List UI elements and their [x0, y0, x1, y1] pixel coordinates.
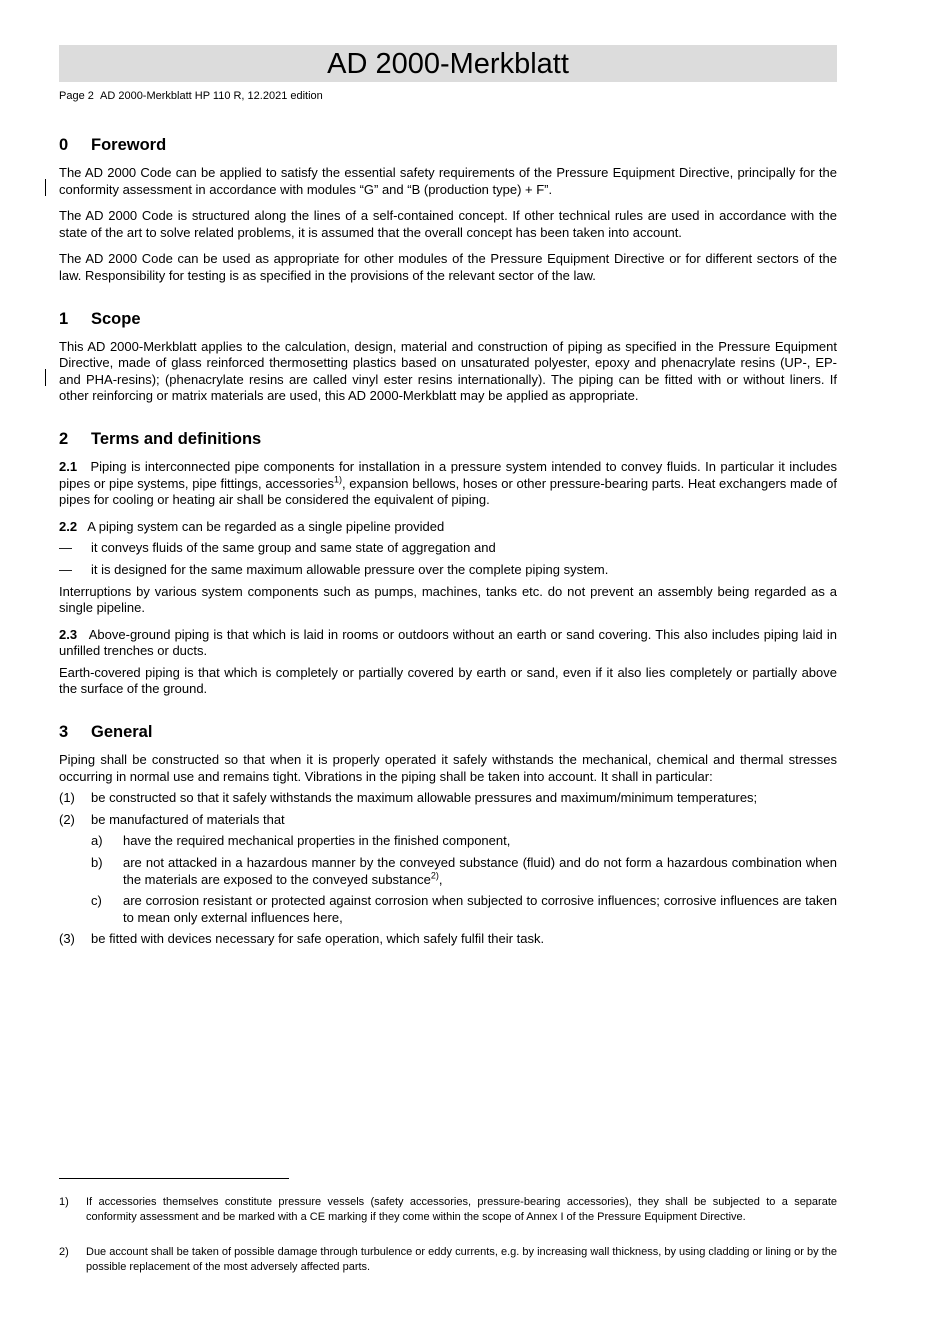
list-item: — it conveys fluids of the same group and same state of aggregation and	[59, 540, 496, 556]
scope-paragraph: This AD 2000-Merkblatt applies to the calculation, design, material and construction of piping as specified in the Pressure Equipment Directive, made of glass reinforced thermosetting plastics based on unsaturated polyester, epoxy and phenacrylate resins (UP-, EP- and PHA-resins); (phenacrylate resins are called vinyl ester resins internationally). The piping can be fitted with or without liners. If other reinforcing or matrix materials are used, this AD 2000-Merkblatt may be applied as appropriate.	[59, 338, 837, 404]
section-2-3: 2.3 Above-ground piping is that which is laid in rooms or outdoors without an earth or sand covering. This also includes piping laid in unfilled trenches or ducts.	[59, 626, 838, 659]
page-reference	[59, 90, 837, 102]
list-item: a) have the required mechanical properties in the finished component,	[91, 833, 511, 849]
section-2-2-note: Interruptions by various system components such as pumps, machines, tanks etc. do not prevent an assembly being regarded as a single pipeline.	[59, 583, 837, 616]
section-2-1: 2.1 Piping is interconnected pipe components for installation in a pressure system intended to convey fluids. In particular it includes pipes or pipe systems, pipe fittings, accessories$^{1)}$, expansion bellows, hoses or other pressure-bearing parts. Heat exchangers made of pipes for cooling or heating air shall be considered the equivalent of piping.	[59, 458, 837, 508]
footnote-2: 2) Due account shall be taken of possible damage through turbulence or eddy currents, e.g. by increasing wall thickness, by using cladding or lining or by the possible replacement of the most adversely affected parts.	[59, 1246, 837, 1273]
list-item: c) are corrosion resistant or protected against corrosion when subjected to corrosive influences; corrosive influences are taken to mean only external influences here,	[91, 893, 837, 925]
heading-terms: 2 Terms and definitions	[59, 429, 262, 448]
list-item: (1) be constructed so that it safely withstands the maximum allowable pressures and maximum/minimum temperatures;	[59, 790, 758, 806]
general-intro: Piping shall be constructed so that when it is properly operated it safely withstands the mechanical, chemical and thermal stresses occurring in normal use and remains tight. Vibrations in the piping shall be taken into account. It shall in particular:	[59, 752, 837, 784]
foreword-paragraph-3: The AD 2000 Code can be used as appropriate for other modules of the Pressure Equipment Directive or for different sectors of the law. Responsibility for testing is as specified in the provisions of the relevant sector of the law.	[59, 251, 837, 283]
footnote-divider	[59, 1178, 289, 1179]
list-item: (2) be manufactured of materials that	[59, 811, 285, 827]
document-title: AD 2000-Merkblatt	[59, 45, 837, 82]
section-2-2: 2.2 A piping system can be regarded as a single pipeline provided	[59, 518, 445, 534]
list-item: (3) be fitted with devices necessary for safe operation, which safely fulfil their task.	[59, 931, 545, 947]
foreword-paragraph-1: The AD 2000 Code can be applied to satisfy the essential safety requirements of the Pressure Equipment Directive, principally for the conformity assessment in accordance with modules “G” and “B (production type) + F”.	[59, 165, 837, 197]
heading-scope: 1 Scope	[59, 309, 141, 328]
document-page	[59, 45, 837, 948]
list-item: — it is designed for the same maximum allowable pressure over the complete piping system.	[59, 561, 609, 577]
heading-foreword: 0 Foreword	[59, 136, 167, 154]
section-2-3-note: Earth-covered piping is that which is completely or partially covered by earth or sand, even if it also lies completely or partially above the surface of the ground.	[59, 664, 837, 697]
edition-ref: AD 2000-Merkblatt HP 110 R, 12.2021 edition	[100, 90, 323, 102]
list-item: b) are not attacked in a hazardous manner by the conveyed substance (fluid) and do not form a hazardous combination when the materials are exposed to the conveyed substance$^{2)}$,	[91, 855, 837, 887]
change-bar-scope	[45, 369, 46, 386]
footnote-ref-1: 1)	[333, 474, 342, 485]
page-number: Page 2	[59, 90, 94, 102]
heading-general: 3 General	[59, 723, 153, 742]
foreword-paragraph-2: The AD 2000 Code is structured along the lines of a self-contained concept. If other technical rules are used in accordance with the state of the art to solve related problems, it is assumed that the overall concept has been taken into account.	[59, 208, 837, 240]
change-bar-foreword	[45, 179, 46, 196]
footnote-1: 1) If accessories themselves constitute pressure vessels (safety accessories, pressure-bearing accessories), they shall be subjected to a separate conformity assessment and be marked with a CE marking if they come within the scope of Annex I of the Pressure Equipment Directive.	[59, 1196, 837, 1223]
footnote-ref-2: 2)	[430, 870, 439, 881]
